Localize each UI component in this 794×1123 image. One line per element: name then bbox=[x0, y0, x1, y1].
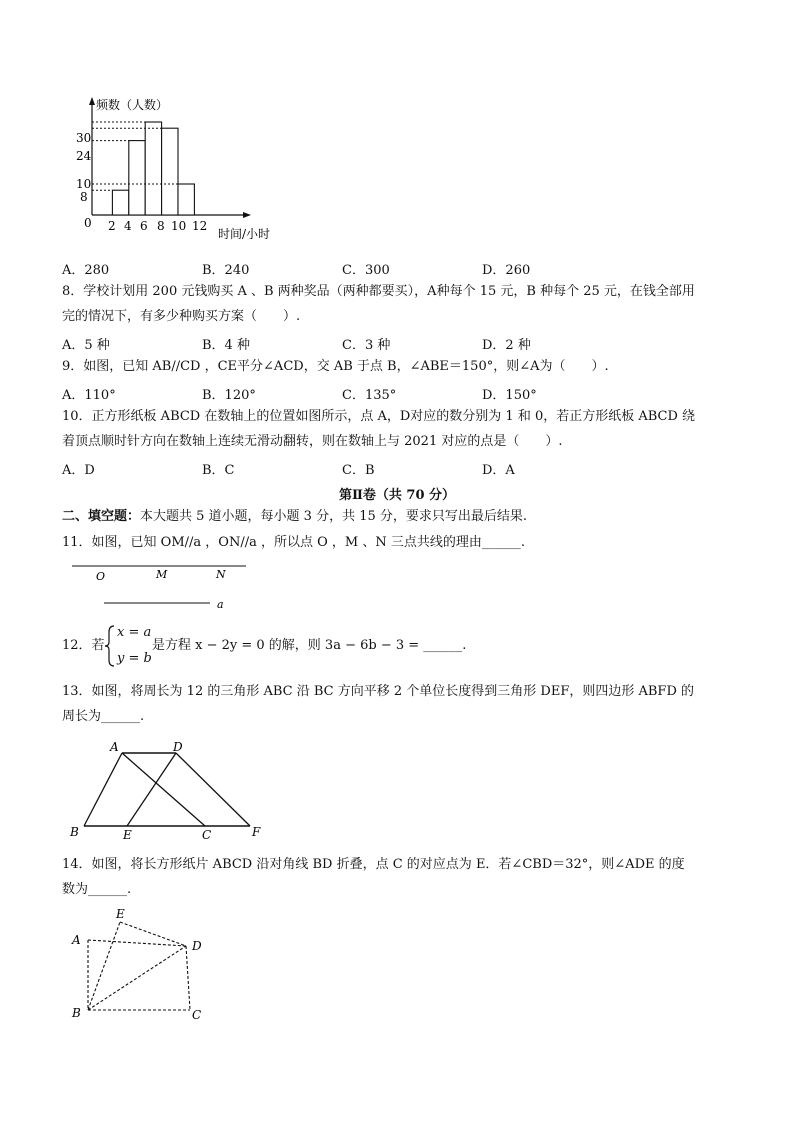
q7-option-a: A．280 bbox=[62, 263, 110, 278]
histogram-bar-2-4 bbox=[112, 190, 128, 215]
q13-label-c: C bbox=[202, 828, 212, 842]
q13-label-f: F bbox=[252, 825, 261, 839]
histogram-bar-8-10 bbox=[162, 128, 178, 215]
q8-line1: 8．学校计划用 200 元钱购买 A 、B 两种奖品（两种都要买），A种每个 15 元，B 种每个 25 元，在钱全部用 bbox=[62, 284, 695, 299]
q13-segment-df bbox=[176, 753, 250, 826]
q14-label-c: C bbox=[192, 1008, 202, 1022]
q14-figure bbox=[64, 902, 224, 1024]
y-axis-arrow bbox=[89, 97, 95, 105]
q14-label-b: B bbox=[72, 1006, 81, 1020]
y-tick-8: 8 bbox=[80, 190, 88, 204]
q13-label-e: E bbox=[123, 828, 132, 842]
q10-option-a: A．D bbox=[62, 463, 95, 478]
q9-option-d: D．150° bbox=[482, 388, 537, 403]
q9-line1: 9．如图，已知 AB//CD ，CE平分∠ACD，交 AB 于点 B，∠ABE＝150°，则∠A为（ ）. bbox=[62, 359, 609, 374]
q8-option-d: D．2 种 bbox=[482, 338, 531, 353]
histogram-bar-4-6 bbox=[129, 141, 145, 215]
q11-line1: 11．如图，已知 OM//a ，ON//a ，所以点 O ，M 、N 三点共线的理由______. bbox=[62, 535, 525, 550]
q10-option-c: C．B bbox=[342, 463, 375, 478]
q9-option-c: C．135° bbox=[342, 388, 397, 403]
q14-line1: 14．如图，将长方形纸片 ABCD 沿对角线 BD 折叠，点 C 的对应点为 E．若∠CBD＝32°，则∠ADE 的度 bbox=[62, 857, 685, 872]
q12-eq1: x = a bbox=[117, 625, 152, 640]
section2-title: 第Ⅱ卷（共 70 分） bbox=[338, 488, 456, 503]
q10-line2: 着顶点顺时针方向在数轴上连续无滑动翻转，则在数轴上与 2021 对应的点是（ ）. bbox=[62, 434, 563, 449]
section2-intro-bold: 二、填空题： bbox=[62, 509, 141, 524]
y-tick-10: 10 bbox=[76, 177, 92, 191]
q12-eq2: y = b bbox=[117, 651, 152, 666]
q7-option-c: C．300 bbox=[342, 263, 390, 278]
q11-label-a: a bbox=[217, 598, 224, 611]
histogram-bar-10-12 bbox=[178, 184, 194, 215]
y-tick-30: 30 bbox=[76, 131, 92, 145]
x-axis-label: 时间/小时 bbox=[218, 227, 271, 241]
q7-option-b: B．240 bbox=[202, 263, 250, 278]
q14-line2: 数为______. bbox=[62, 882, 132, 897]
q13-label-b: B bbox=[70, 825, 79, 839]
origin-label: 0 bbox=[84, 216, 92, 230]
q13-segment-ab bbox=[84, 753, 122, 826]
q8-line2: 完的情况下，有多少种购买方案（ ）. bbox=[62, 309, 301, 324]
y-axis-label: 频数（人数） bbox=[96, 98, 169, 112]
q14-label-d: D bbox=[192, 939, 202, 953]
q13-label-d: D bbox=[173, 740, 183, 754]
x-tick-6: 6 bbox=[140, 219, 148, 233]
q13-line1: 13．如图，将周长为 12 的三角形 ABC 沿 BC 方向平移 2 个单位长度得到三角形 DEF，则四边形 ABFD 的 bbox=[62, 684, 694, 699]
q13-label-a: A bbox=[110, 740, 119, 754]
q13-figure bbox=[64, 738, 276, 842]
q13-line2: 周长为______. bbox=[62, 709, 145, 724]
q14-segment-ad bbox=[88, 940, 186, 946]
q10-line1: 10．正方形纸板 ABCD 在数轴上的位置如图所示，点 A，D对应的数分别为 1 和 0，若正方形纸板 ABCD 绕 bbox=[62, 409, 696, 424]
x-tick-8: 8 bbox=[157, 219, 165, 233]
q9-option-b: B．120° bbox=[202, 388, 256, 403]
x-tick-2: 2 bbox=[108, 219, 116, 233]
q8-option-a: A．5 种 bbox=[62, 338, 110, 353]
histogram-bar-6-8 bbox=[145, 122, 161, 215]
q8-option-b: B．4 种 bbox=[202, 338, 250, 353]
q14-segment-dc bbox=[186, 946, 190, 1010]
q12-suffix: 是方程 x − 2y = 0 的解，则 3a − 6b − 3 = ______. bbox=[152, 638, 467, 653]
x-tick-4: 4 bbox=[124, 219, 132, 233]
q11-label-n: N bbox=[216, 568, 226, 581]
q14-segment-be bbox=[88, 922, 120, 1010]
q14-label-a: A bbox=[72, 933, 81, 947]
y-tick-24: 24 bbox=[76, 149, 92, 163]
q14-segment-bd bbox=[88, 946, 186, 1010]
q11-figure bbox=[68, 560, 268, 615]
q11-label-o: O bbox=[96, 570, 106, 583]
histogram-figure bbox=[70, 95, 300, 245]
q8-option-c: C．3 种 bbox=[342, 338, 391, 353]
q7-option-d: D．260 bbox=[482, 263, 531, 278]
x-tick-12: 12 bbox=[192, 219, 208, 233]
q14-label-e: E bbox=[116, 907, 125, 921]
q10-option-d: D．A bbox=[482, 463, 515, 478]
section2-intro bbox=[62, 509, 527, 525]
x-axis-arrow bbox=[243, 212, 251, 218]
q11-label-m: M bbox=[156, 568, 168, 581]
section2-intro-rest: 本大题共 5 道小题，每小题 3 分，共 15 分，要求只写出最后结果. bbox=[140, 509, 528, 524]
q12-brace bbox=[104, 624, 116, 668]
q9-option-a: A．110° bbox=[62, 388, 116, 403]
q10-option-b: B．C bbox=[202, 463, 235, 478]
x-tick-10: 10 bbox=[171, 219, 187, 233]
q12-prefix: 12．若 bbox=[62, 638, 105, 653]
